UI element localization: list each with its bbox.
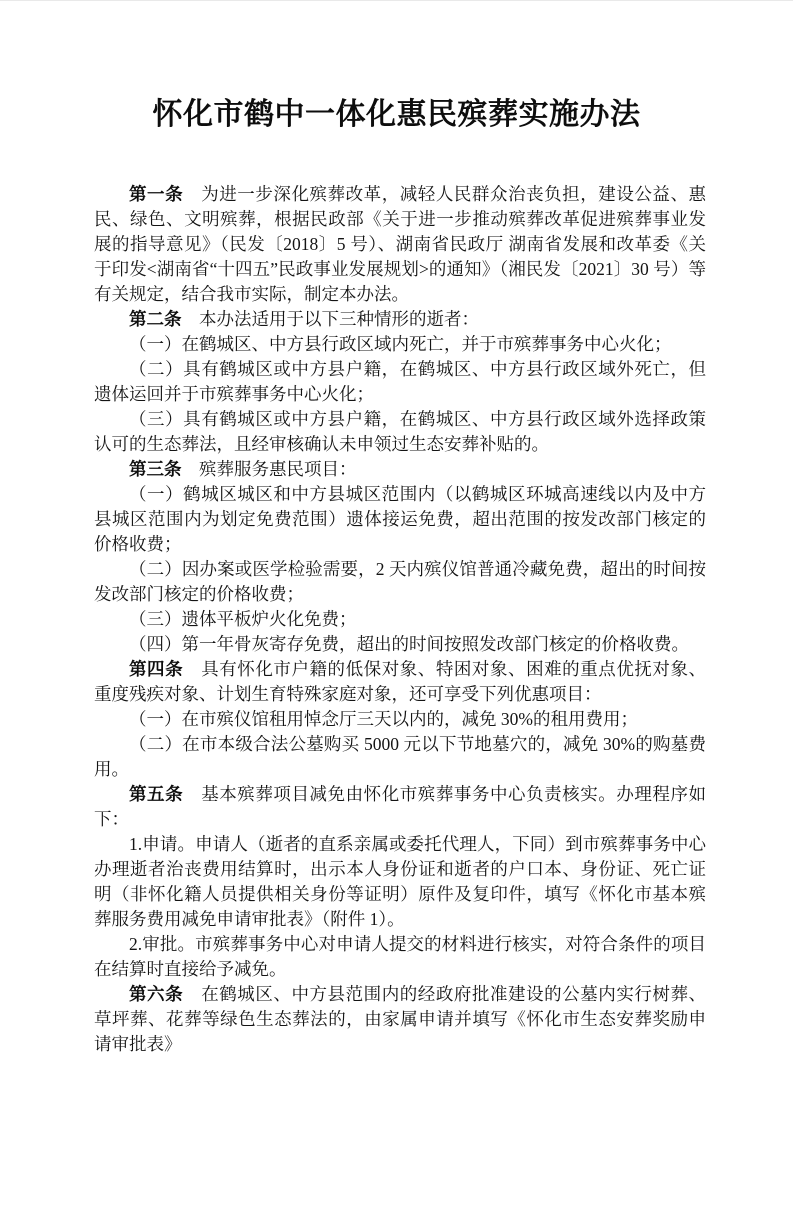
paragraph-article-2-item-1 [94,332,706,357]
paragraph-article-3-item-4 [94,632,706,657]
clause-label: 第五条 [129,784,184,804]
paragraph-article-4-item-2 [94,732,706,782]
clause-label: 第一条 [129,184,184,204]
paragraph-text: 本办法适用于以下三种情形的逝者： [181,309,479,329]
paragraph-article-4-item-1 [94,707,706,732]
paragraph-article-4 [94,657,706,707]
paragraph-article-3 [94,457,706,482]
paragraph-article-3-item-3 [94,607,706,632]
paragraph-text: 具有怀化市户籍的低保对象、特困对象、困难的重点优抚对象、重度残疾对象、计划生育特殊家庭对象，还可享受下列优惠项目： [94,659,707,704]
paragraph-article-5-step-2 [94,932,706,982]
paragraph-text: （二）因办案或医学检验需要，2 天内殡仪馆普通冷藏免费，超出的时间按发改部门核定的价格收费； [94,559,706,604]
paragraph-text: 1.申请。申请人（逝者的直系亲属或委托代理人，下同）到市殡葬事务中心办理逝者治丧费用结算时，出示本人身份证和逝者的户口本、身份证、死亡证明（非怀化籍人员提供相关身份等证明）原件及复印件，填写《怀化市基本殡葬服务费用减免申请审批表》（附件 1）。 [94,834,706,929]
paragraph-text: （四）第一年骨灰寄存免费，超出的时间按照发改部门核定的价格收费。 [129,634,689,654]
paragraph-article-5-step-1 [94,832,706,932]
paragraph-article-1 [94,182,706,307]
paragraph-text: 殡葬服务惠民项目： [181,459,357,479]
paragraph-article-3-item-2 [94,557,706,607]
paragraph-article-3-item-1 [94,482,706,557]
paragraph-article-2-item-3 [94,407,706,457]
paragraph-article-5 [94,782,706,832]
paragraph-text: 基本殡葬项目减免由怀化市殡葬事务中心负责核实。办理程序如下： [94,784,707,829]
paragraph-article-6 [94,982,706,1057]
paragraph-text: （二）在市本级合法公墓购买 5000 元以下节地墓穴的，减免 30%的购墓费用。 [94,734,706,779]
paragraph-text: 2.审批。市殡葬事务中心对申请人提交的材料进行核实，对符合条件的项目在结算时直接给予减免。 [94,934,706,979]
document-page-surface [0,97,793,1219]
clause-label: 第三条 [129,459,182,479]
paragraph-article-2 [94,307,706,332]
paragraph-text: 为进一步深化殡葬改革，减轻人民群众治丧负担，建设公益、惠民、绿色、文明殡葬，根据民政部《关于进一步推动殡葬改革促进殡葬事业发展的指导意见》（民发〔2018〕5 号）、湖南省民政厅 湖南省发展和改革委《关于印发<湖南省“十四五”民政事业发展规划>的通知》（湘民发〔2021〕30 号）等有关规定，结合我市实际，制定本办法。 [94,184,707,304]
paragraph-text: （一）鹤城区城区和中方县城区范围内（以鹤城区环城高速线以内及中方县城区范围内为划定免费范围）遗体接运免费，超出范围的按发改部门核定的价格收费； [94,484,706,554]
paragraph-article-2-item-2 [94,357,706,407]
paragraph-text: 在鹤城区、中方县范围内的经政府批准建设的公墓内实行树葬、草坪葬、花葬等绿色生态葬法的，由家属申请并填写《怀化市生态安葬奖励申请审批表》 [94,984,707,1054]
paragraph-text: （一）在市殡仪馆租用悼念厅三天以内的，减免 30%的租用费用； [129,709,638,729]
clause-label: 第四条 [129,659,184,679]
document-title: 怀化市鹤中一体化惠民殡葬实施办法 [152,98,641,131]
clause-label: 第六条 [129,984,184,1004]
paragraph-text: （三）具有鹤城区或中方县户籍，在鹤城区、中方县行政区域外选择政策认可的生态葬法，且经审核确认未申领过生态安葬补贴的。 [94,409,706,454]
paragraph-text: （二）具有鹤城区或中方县户籍，在鹤城区、中方县行政区域外死亡，但遗体运回并于市殡葬事务中心火化； [94,359,706,404]
clause-label: 第二条 [129,309,182,329]
paragraph-text: （一）在鹤城区、中方县行政区域内死亡，并于市殡葬事务中心火化； [129,334,672,354]
paragraph-text: （三）遗体平板炉火化免费； [129,609,357,629]
document-body [94,182,706,1057]
